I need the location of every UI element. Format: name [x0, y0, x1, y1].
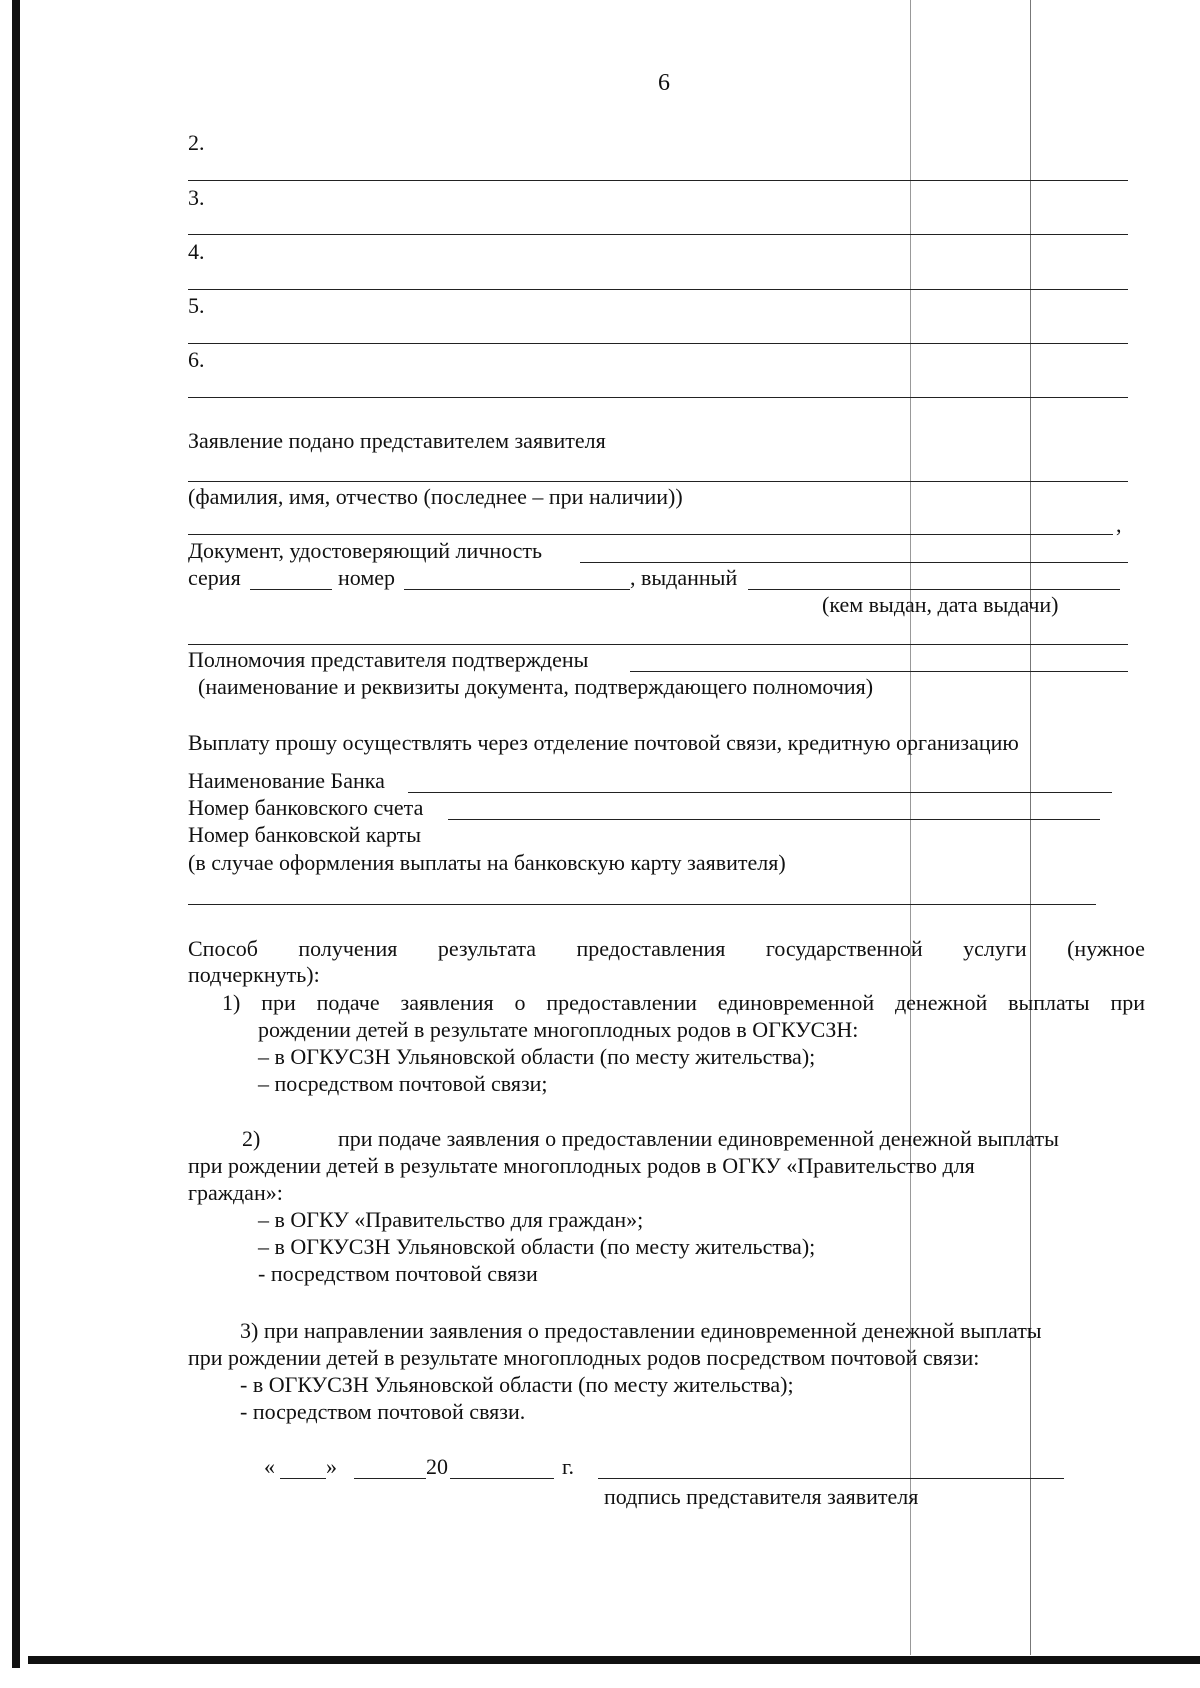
bank-card-note: (в случае оформления выплаты на банковскую карту заявителя) [188, 850, 786, 875]
bank-name-label: Наименование Банка [188, 768, 385, 793]
word: выплаты [1008, 990, 1090, 1015]
bank-account-line [448, 819, 1100, 820]
line-number: 2. [188, 130, 205, 155]
blank-line [188, 180, 1128, 181]
word: подаче [316, 990, 380, 1015]
issued-line [748, 589, 1120, 590]
option-3-item: - в ОГКУСЗН Ульяновской области (по месту жительства); [240, 1372, 794, 1397]
id-document-label: Документ, удостоверяющий личность [188, 538, 543, 563]
word: получения [298, 936, 398, 961]
payment-intro: Выплату прошу осуществлять через отделение почтовой связи, кредитную организацию [188, 730, 1019, 755]
result-intro [188, 936, 1145, 962]
option-1-line1 [222, 990, 1145, 1016]
fio-line [188, 481, 1128, 482]
option-2-number: 2) [242, 1126, 261, 1151]
blank-line [188, 397, 1128, 398]
line-number: 5. [188, 293, 205, 318]
word: денежной [894, 990, 988, 1015]
option-2-line1: при подаче заявления о предоставлении единовременной денежной выплаты [338, 1126, 1059, 1151]
word: предоставления [576, 936, 726, 961]
word: единовременной [717, 990, 875, 1015]
blank-line [188, 343, 1128, 344]
authority-line [630, 671, 1128, 672]
option-2-item: – в ОГКУСЗН Ульяновской области (по месту жительства); [258, 1234, 816, 1259]
series-label: серия [188, 565, 241, 590]
bank-account-label: Номер банковского счета [188, 795, 424, 820]
series-line [250, 589, 332, 590]
number-label: номер [338, 565, 396, 590]
word: услуги [963, 936, 1027, 961]
scan-left-border [12, 0, 20, 1668]
id-document-line [580, 562, 1128, 563]
bank-name-line [408, 792, 1112, 793]
issued-label: , выданный [630, 565, 738, 590]
representative-heading: Заявление подано представителем заявителя [188, 428, 606, 453]
date-quote-open: « [264, 1454, 275, 1479]
option-2-item: - посредством почтовой связи [258, 1261, 538, 1286]
date-month-line [354, 1478, 426, 1479]
scan-crease-line [1030, 0, 1031, 1655]
date-quote-close: » [326, 1454, 337, 1479]
option-3-line1: 3) при направлении заявления о предоставлении единовременной денежной выплаты [240, 1318, 1042, 1343]
bank-card-line [188, 904, 1096, 905]
word: заявления [400, 990, 494, 1015]
fio-line-2 [188, 534, 1113, 535]
word: результата [437, 936, 537, 961]
bank-card-label: Номер банковской карты [188, 822, 422, 847]
authority-caption: (наименование и реквизиты документа, подтверждающего полномочия) [198, 674, 874, 699]
line-number: 6. [188, 347, 205, 372]
signature-caption: подпись представителя заявителя [604, 1484, 919, 1509]
option-2-item: – в ОГКУ «Правительство для граждан»; [258, 1207, 644, 1232]
word: (нужное [1067, 936, 1145, 961]
line-number: 4. [188, 239, 205, 264]
scan-bottom-border [28, 1656, 1200, 1664]
blank-line [188, 289, 1128, 290]
option-1-item: – посредством почтовой связи; [258, 1071, 548, 1096]
result-intro-line2: подчеркнуть): [188, 962, 320, 987]
option-2-line3: граждан»: [188, 1180, 283, 1205]
date-year-prefix: 20 [426, 1454, 448, 1479]
word: о [514, 990, 526, 1015]
page-number: 6 [658, 70, 670, 96]
word: при [261, 990, 296, 1015]
comma: , [1116, 512, 1122, 537]
line-number: 3. [188, 185, 205, 210]
date-year-line [450, 1478, 554, 1479]
option-1-item: – в ОГКУСЗН Ульяновской области (по месту жительства); [258, 1044, 816, 1069]
issued-caption: (кем выдан, дата выдачи) [822, 592, 1059, 617]
signature-line [598, 1478, 1064, 1479]
option-1-line2: рождении детей в результате многоплодных родов в ОГКУСЗН: [258, 1017, 859, 1042]
word: предоставлении [546, 990, 697, 1015]
word: при [1110, 990, 1145, 1015]
blank-line [188, 234, 1128, 235]
fio-caption: (фамилия, имя, отчество (последнее – при наличии)) [188, 484, 683, 509]
word: 1) [222, 990, 241, 1015]
authority-label: Полномочия представителя подтверждены [188, 647, 589, 672]
scan-crease-line [910, 0, 911, 1655]
option-2-line2: при рождении детей в результате многоплодных родов в ОГКУ «Правительство для [188, 1153, 975, 1178]
option-3-item: - посредством почтовой связи. [240, 1399, 526, 1424]
word: государственной [765, 936, 923, 961]
date-day-line [280, 1478, 326, 1479]
issued-line-2 [188, 644, 1128, 645]
number-line [404, 589, 630, 590]
option-3-line2: при рождении детей в результате многоплодных родов посредством почтовой связи: [188, 1345, 980, 1370]
date-year-suffix: г. [562, 1454, 575, 1479]
word: Способ [188, 936, 258, 961]
